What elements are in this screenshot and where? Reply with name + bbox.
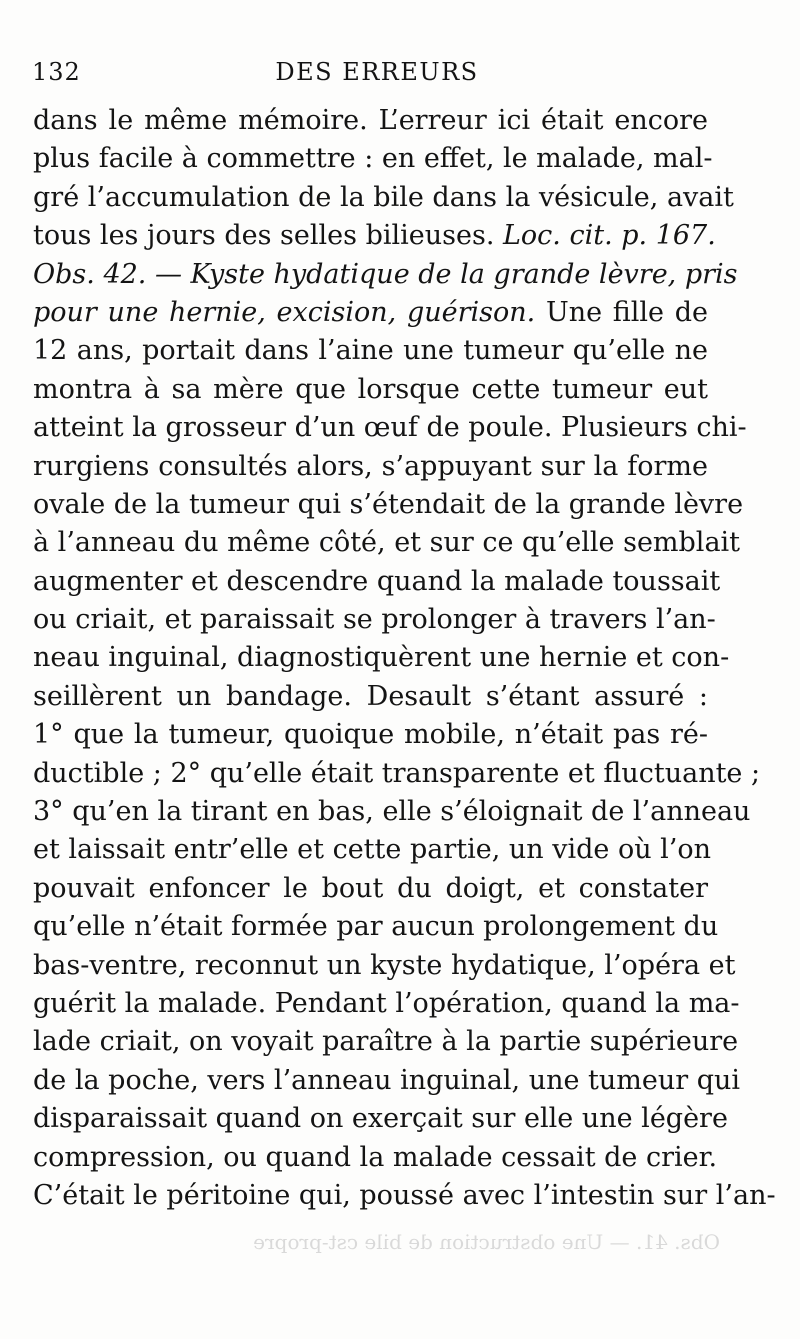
- bleed-through-text: Obs. 41. — Une obstruction de bile cst-propre: [253, 1230, 720, 1254]
- text-line-26: de la poche, vers l’anneau inguinal, une tumeur qui: [33, 1064, 741, 1096]
- text-line-21: pouvait enfoncer le bout du doigt, et constater: [33, 872, 708, 904]
- running-head: DES ERREURS: [275, 58, 479, 86]
- text-line-7: 12 ans, portait dans l’aine une tumeur qu’elle ne: [33, 335, 708, 367]
- text-line-19: 3° qu’en la tirant en bas, elle s’éloignait de l’anneau: [33, 796, 751, 828]
- text-line-3: gré l’accumulation de la bile dans la vésicule, avait: [33, 181, 734, 213]
- text-line-20: et laissait entr’elle et cette partie, un vide où l’on: [33, 834, 712, 866]
- observation-heading: Obs. 42. — Kyste hydatique de la grande lèvre, pris: [33, 258, 738, 290]
- text-line-11: ovale de la tumeur qui s’étendait de la grande lèvre: [33, 488, 744, 520]
- text-line-6-tail: Une fille de: [545, 296, 708, 328]
- page-number: 132: [32, 58, 81, 86]
- text-line-8: montra à sa mère que lorsque cette tumeur eut: [33, 373, 708, 405]
- text-line-25: lade criait, on voyait paraître à la partie supérieure: [33, 1026, 739, 1058]
- text-line-4: [33, 217, 716, 255]
- text-line-10: rurgiens consultés alors, s’appuyant sur la forme: [33, 450, 708, 482]
- observation-subtitle: pour une hernie, excision, guérison.: [33, 296, 536, 328]
- page-header: [32, 58, 722, 98]
- text-line-17: 1° que la tumeur, quoique mobile, n’était pas ré-: [33, 719, 708, 751]
- text-line-4-main: tous les jours des selles bilieuses.: [33, 220, 495, 252]
- text-line-1: dans le même mémoire. L’erreur ici était encore: [33, 105, 708, 136]
- text-line-23: bas-ventre, reconnut un kyste hydatique, l’opéra et: [33, 949, 736, 981]
- text-line-9: atteint la grosseur d’un œuf de poule. Plusieurs chi-: [33, 412, 747, 444]
- text-line-12: à l’anneau du même côté, et sur ce qu’elle semblait: [33, 527, 741, 559]
- text-line-18: ductible ; 2° qu’elle était transparente et fluctuante ;: [33, 757, 761, 789]
- body-text: [33, 102, 776, 1215]
- text-line-29: C’était le péritoine qui, poussé avec l’intestin sur l’an-: [33, 1179, 776, 1211]
- text-line-22: qu’elle n’était formée par aucun prolongement du: [33, 911, 719, 943]
- text-line-2: plus facile à commettre : en effet, le malade, mal-: [33, 143, 713, 175]
- text-line-14: ou criait, et paraissait se prolonger à travers l’an-: [33, 604, 716, 636]
- text-line-6: [33, 294, 708, 332]
- citation: Loc. cit. p. 167.: [503, 220, 716, 252]
- text-line-16: seillèrent un bandage. Desault s’étant assuré :: [33, 680, 708, 712]
- text-line-24: guérit la malade. Pendant l’opération, quand la ma-: [33, 987, 740, 1019]
- text-line-13: augmenter et descendre quand la malade toussait: [33, 565, 721, 597]
- text-line-27: disparaissait quand on exerçait sur elle une légère: [33, 1103, 728, 1135]
- text-line-15: neau inguinal, diagnostiquèrent une hernie et con-: [33, 642, 730, 674]
- text-line-28: compression, ou quand la malade cessait de crier.: [33, 1141, 718, 1173]
